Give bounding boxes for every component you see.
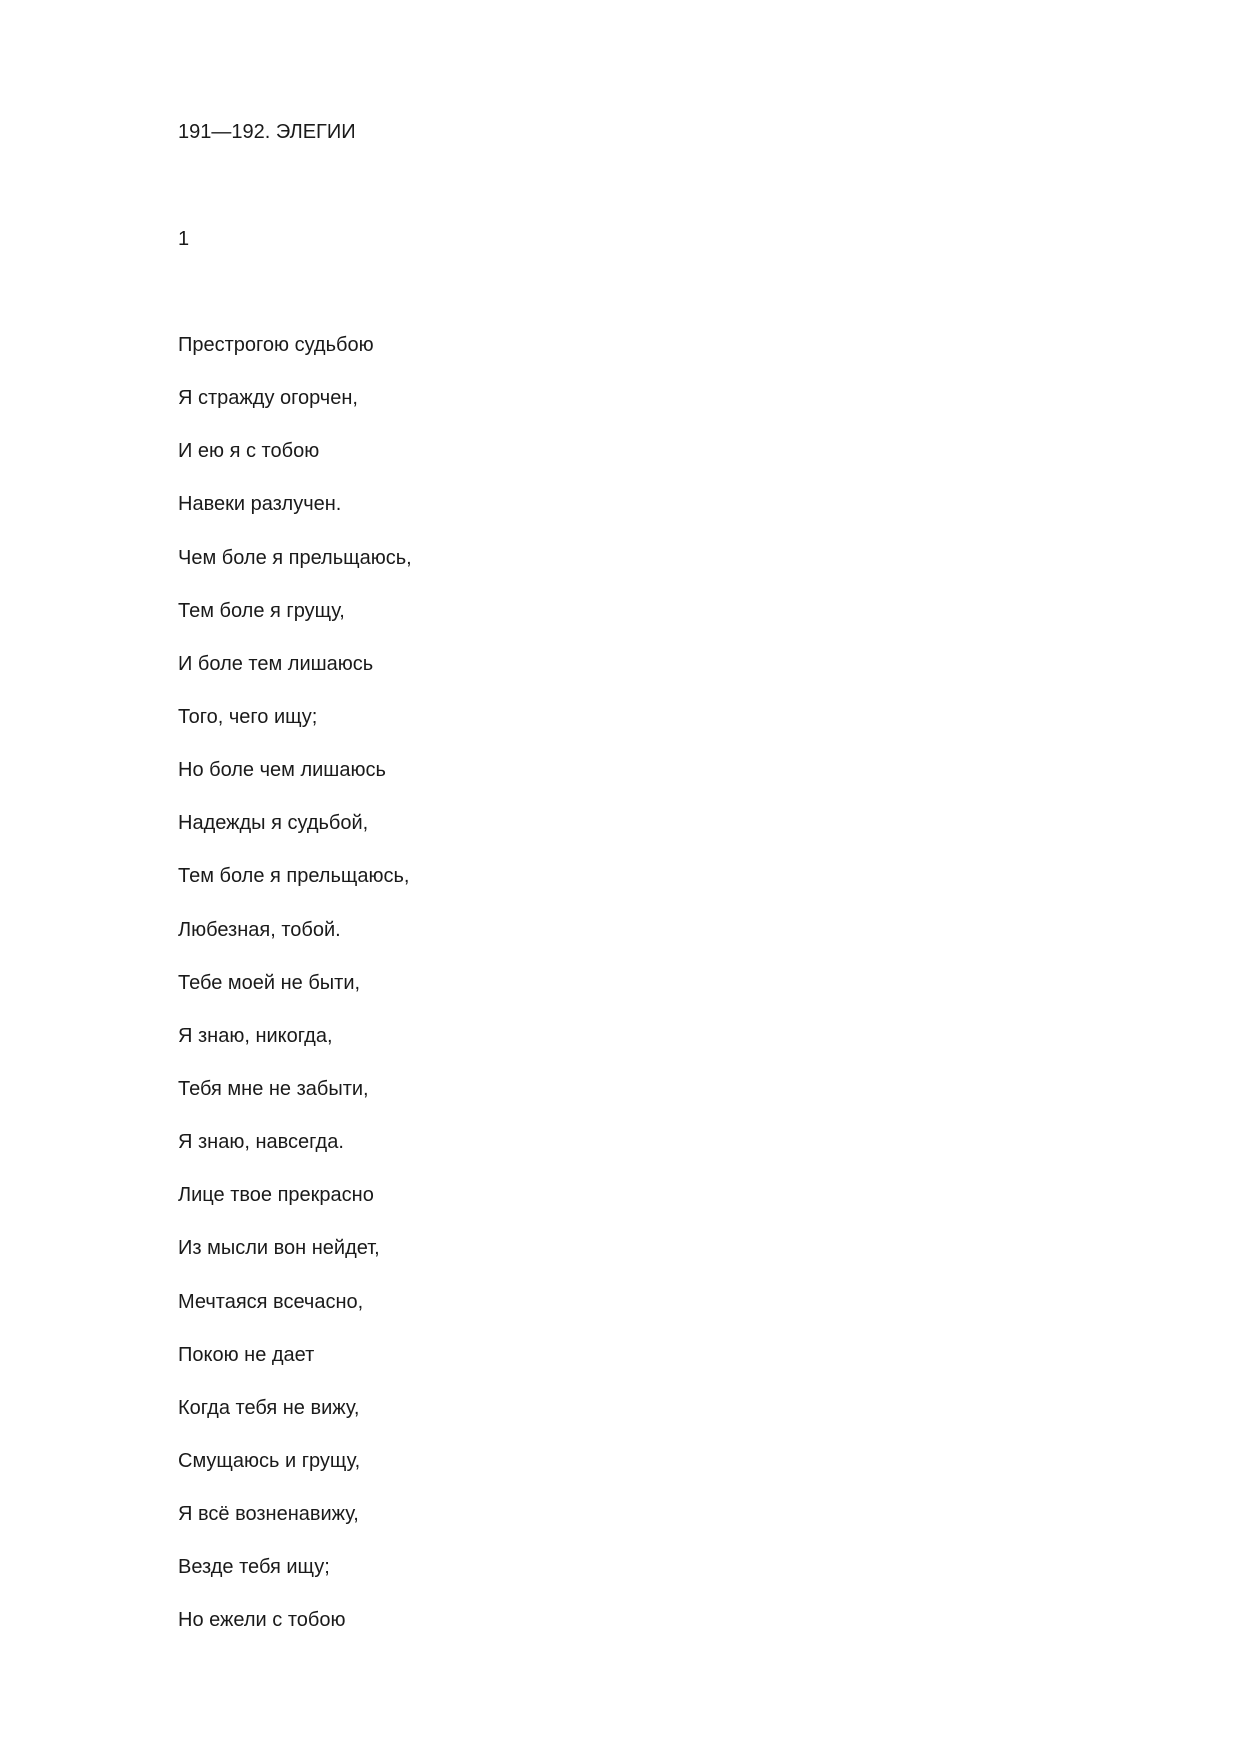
poem-line: Тебя мне не забыти, xyxy=(178,1077,369,1100)
section-number: 1 xyxy=(178,228,190,250)
poem-line: Мечтаяся всечасно, xyxy=(178,1290,364,1313)
poem-lines xyxy=(178,332,412,1661)
poem-line: Лице твое прекрасно xyxy=(178,1184,374,1207)
document-heading: 191—192. ЭЛЕГИИ xyxy=(178,121,356,143)
poem-line: Смущаюсь и грущу, xyxy=(178,1449,361,1472)
poem-line: Но боле чем лишаюсь xyxy=(178,759,386,782)
poem-line: Любезная, тобой. xyxy=(178,918,341,941)
poem-line: Навеки разлучен. xyxy=(178,493,342,516)
poem-line: Из мысли вон нейдет, xyxy=(178,1237,380,1260)
poem-line: Чем боле я прельщаюсь, xyxy=(178,546,412,569)
poem-line: И ею я с тобою xyxy=(178,440,320,463)
poem-line: Но ежели с тобою xyxy=(178,1609,346,1632)
poem-line: Покою не дает xyxy=(178,1343,315,1366)
poem-line: Я всё возненавижу, xyxy=(178,1503,359,1526)
poem-line: Я стражду огорчен, xyxy=(178,387,358,410)
poem-line: Престрогою судьбою xyxy=(178,334,374,356)
poem-line: Того, чего ищу; xyxy=(178,705,318,728)
poem-line: Везде тебя ищу; xyxy=(178,1556,330,1579)
poem-line: Я знаю, никогда, xyxy=(178,1024,333,1047)
poem-line: Надежды я судьбой, xyxy=(178,812,369,835)
poem-line: Тем боле я прельщаюсь, xyxy=(178,865,410,888)
poem-line: Тем боле я грущу, xyxy=(178,599,345,622)
poem-line: Тебе моей не быти, xyxy=(178,971,361,994)
poem-line: Я знаю, навсегда. xyxy=(178,1131,344,1154)
poem-line: Когда тебя не вижу, xyxy=(178,1396,360,1419)
poem-line: И боле тем лишаюсь xyxy=(178,652,374,675)
